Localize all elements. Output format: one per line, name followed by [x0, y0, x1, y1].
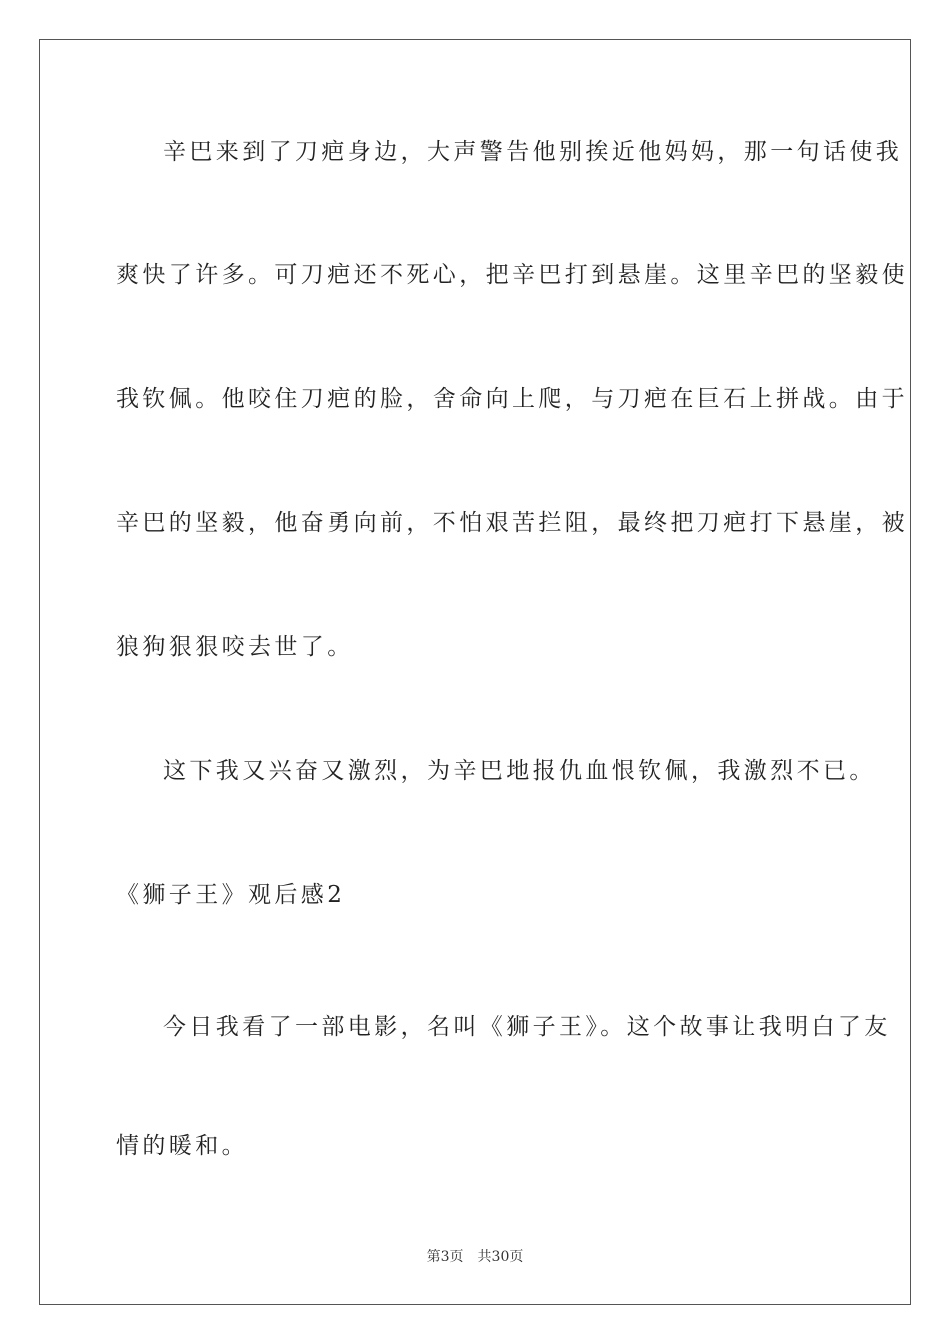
page-frame	[39, 39, 911, 1305]
paragraph-line: 爽快了许多。可刀疤还不死心，把辛巴打到悬崖。这里辛巴的坚毅使	[116, 262, 908, 288]
paragraph-line: 我钦佩。他咬住刀疤的脸，舍命向上爬，与刀疤在巨石上拼战。由于	[116, 386, 908, 412]
page-footer	[0, 1248, 950, 1266]
paragraph-line: 辛巴来到了刀疤身边，大声警告他别挨近他妈妈，那一句话使我	[163, 139, 903, 165]
section-heading: 《狮子王》观后感2	[116, 882, 346, 908]
paragraph-line: 辛巴的坚毅，他奋勇向前，不怕艰苦拦阻，最终把刀疤打下悬崖，被	[116, 510, 908, 536]
page-number: 第3页	[426, 1249, 464, 1265]
paragraph-line: 狼狗狠狠咬去世了。	[116, 634, 354, 660]
paragraph-line: 情的暖和。	[116, 1133, 248, 1159]
paragraph-line: 这下我又兴奋又激烈，为辛巴地报仇血恨钦佩，我激烈不已。	[163, 758, 876, 784]
page-total: 共30页	[477, 1249, 524, 1265]
paragraph-line: 今日我看了一部电影，名叫《狮子王》。这个故事让我明白了友	[163, 1014, 891, 1040]
